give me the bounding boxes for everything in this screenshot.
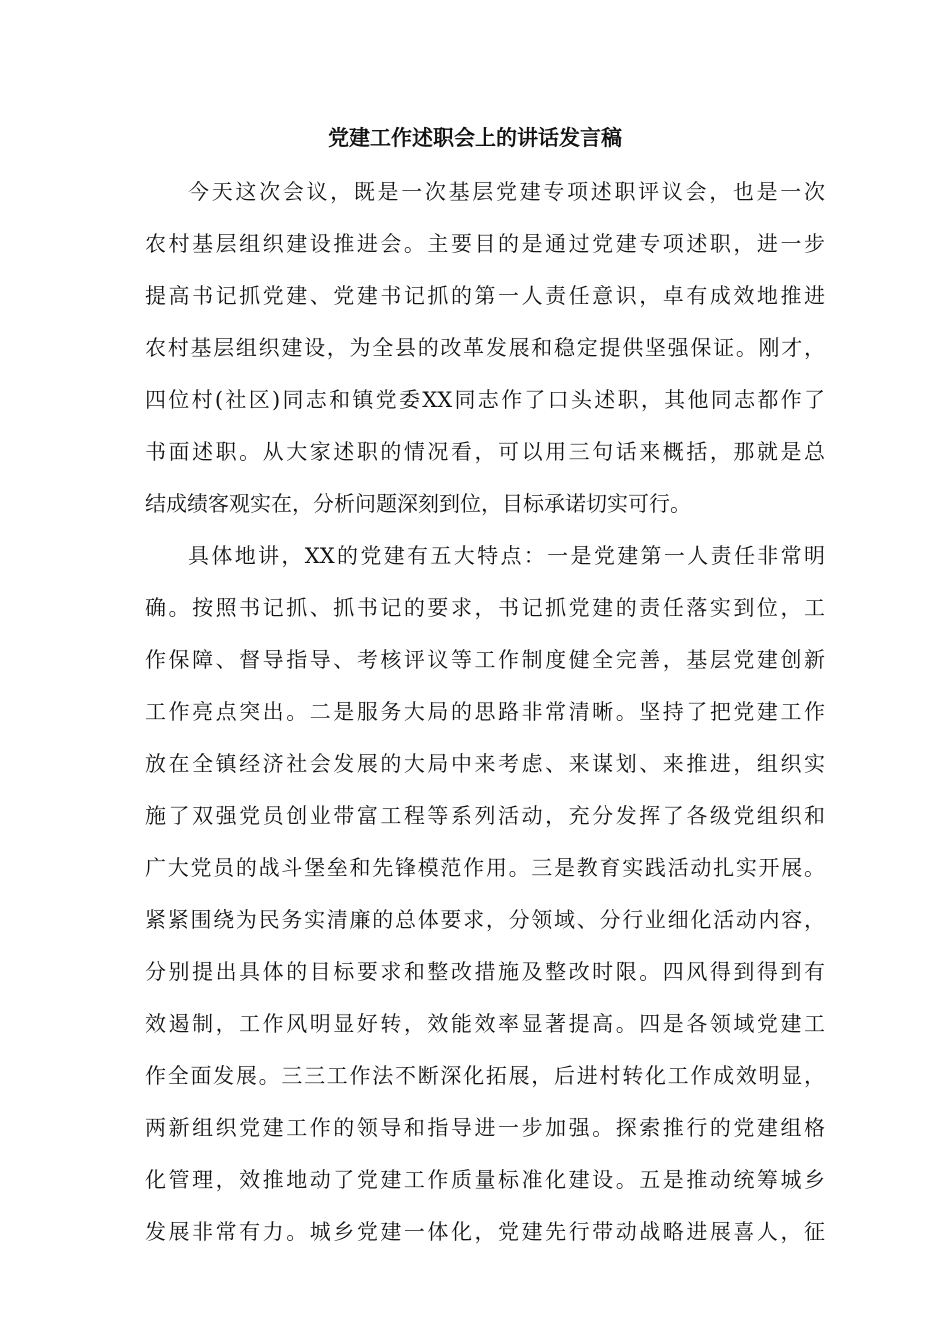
paragraph-2-line-5: 放在全镇经济社会发展的大局中来考虑、来谋划、来推进，组织实: [145, 752, 825, 776]
paragraph-1-line-4: 农村基层组织建设，为全县的改革发展和稳定提供坚强保证。刚才，: [145, 336, 825, 360]
paragraph-2-line-8: 紧紧围绕为民务实清廉的总体要求，分领域、分行业细化活动内容，: [145, 908, 825, 932]
paragraph-1-line-7: 结成绩客观实在，分析问题深刻到位，目标承诺切实可行。: [145, 492, 691, 516]
paragraph-2-line-12: 两新组织党建工作的领导和指导进一步加强。探索推行的党建组格: [145, 1116, 825, 1140]
paragraph-1-line-6: 书面述职。从大家述职的情况看，可以用三句话来概括，那就是总: [145, 440, 825, 464]
paragraph-2-line-2: 确。按照书记抓、抓书记的要求，书记抓党建的责任落实到位，工: [145, 596, 825, 620]
paragraph-2-line-10: 效遏制，工作风明显好转，效能效率显著提高。四是各领域党建工: [145, 1012, 825, 1036]
paragraph-1-line-5: 四位村(社区)同志和镇党委XX同志作了口头述职，其他同志都作了: [145, 388, 825, 412]
paragraph-2-line-4: 工作亮点突出。二是服务大局的思路非常清晰。坚持了把党建工作: [145, 700, 825, 724]
paragraph-2-line-9: 分别提出具体的目标要求和整改措施及整改时限。四风得到得到有: [145, 960, 825, 984]
paragraph-1-line-1: 今天这次会议，既是一次基层党建专项述职评议会，也是一次: [188, 180, 825, 204]
paragraph-2-line-7: 广大党员的战斗堡垒和先锋模范作用。三是教育实践活动扎实开展。: [145, 856, 825, 880]
paragraph-1-line-3: 提高书记抓党建、党建书记抓的第一人责任意识，卓有成效地推进: [145, 284, 825, 308]
paragraph-2-line-14: 发展非常有力。城乡党建一体化，党建先行带动战略进展喜人，征: [145, 1220, 825, 1244]
paragraph-2-line-6: 施了双强党员创业带富工程等系列活动，充分发挥了各级党组织和: [145, 804, 825, 828]
document-title: 党建工作述职会上的讲话发言稿: [328, 125, 622, 150]
paragraph-2-line-13: 化管理，效推地动了党建工作质量标准化建设。五是推动统筹城乡: [145, 1168, 825, 1192]
paragraph-1-line-2: 农村基层组织建设推进会。主要目的是通过党建专项述职，进一步: [145, 232, 825, 256]
paragraph-2-line-3: 作保障、督导指导、考核评议等工作制度健全完善，基层党建创新: [145, 648, 825, 672]
paragraph-2-line-11: 作全面发展。三三工作法不断深化拓展，后进村转化工作成效明显，: [145, 1064, 825, 1088]
paragraph-2-line-1: 具体地讲，XX的党建有五大特点：一是党建第一人责任非常明: [188, 544, 825, 568]
